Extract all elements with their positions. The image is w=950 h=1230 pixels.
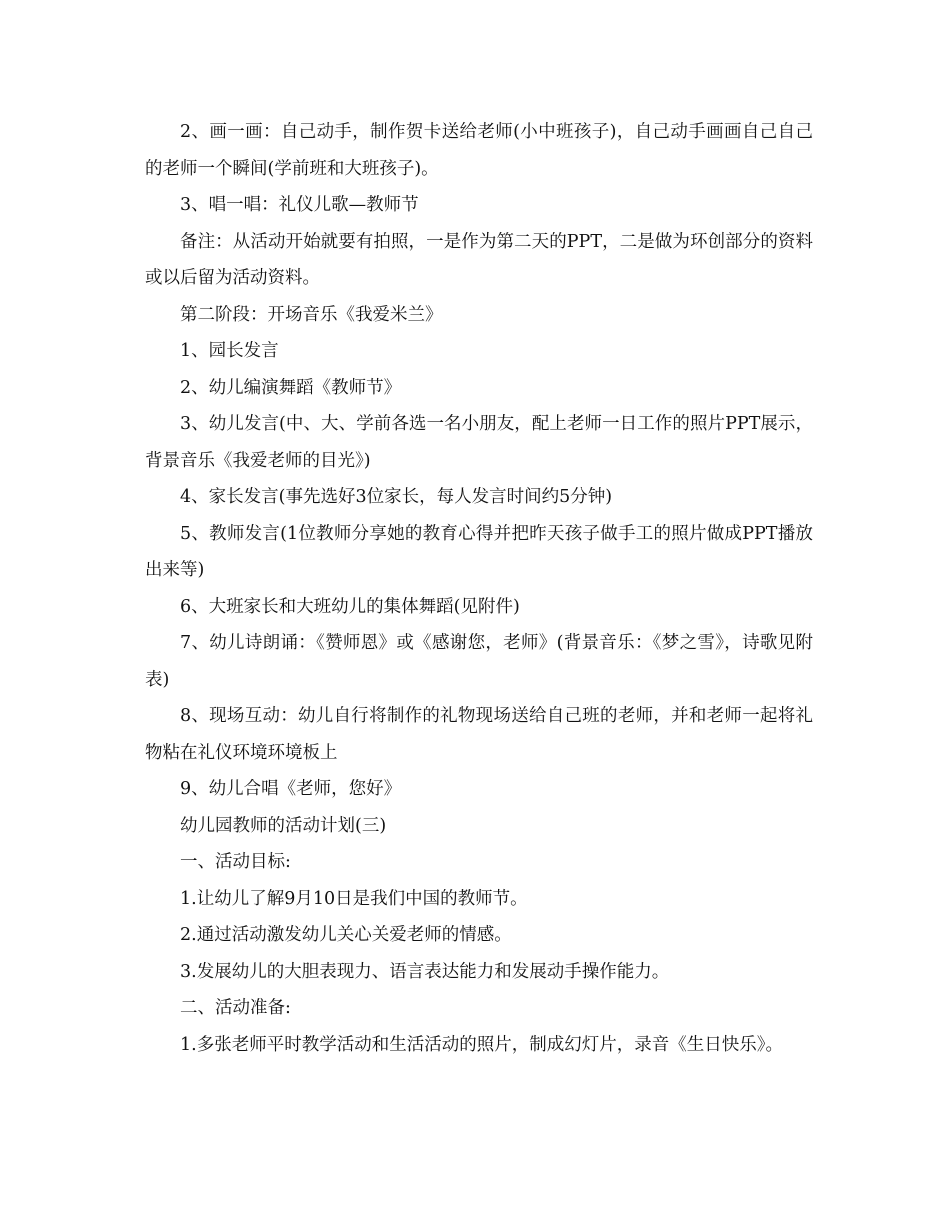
paragraph: 1.让幼儿了解9月10日是我们中国的教师节。 bbox=[180, 888, 528, 909]
paragraph: 2、幼儿编演舞蹈《教师节》 bbox=[180, 377, 402, 398]
paragraph: 6、大班家长和大班幼儿的集体舞蹈(见附件) bbox=[180, 596, 520, 617]
paragraph: 第二阶段：开场音乐《我爱米兰》 bbox=[180, 304, 443, 325]
paragraph: 1、园长发言 bbox=[180, 341, 279, 361]
paragraph: 3.发展幼儿的大胆表现力、语言表达能力和发展动手操作能力。 bbox=[180, 961, 670, 982]
paragraph: 7、幼儿诗朗诵：《赞师恩》或《感谢您，老师》(背景音乐：《梦之雪》，诗歌见附表) bbox=[145, 633, 813, 690]
section-heading: 幼儿园教师的活动计划(三) bbox=[180, 815, 387, 836]
paragraph: 5、教师发言(1位教师分享她的教育心得并把昨天孩子做手工的照片做成PPT播放出来等) bbox=[145, 523, 813, 580]
paragraph: 2.通过活动激发幼儿关心关爱老师的情感。 bbox=[180, 925, 512, 945]
paragraph: 4、家长发言(事先选好3位家长，每人发言时间约5分钟) bbox=[180, 487, 613, 507]
paragraph: 3、幼儿发言(中、大、学前各选一名小朋友，配上老师一日工作的照片PPT展示，背景音乐《我爱老师的目光》) bbox=[145, 414, 813, 471]
document-body bbox=[145, 114, 813, 1063]
paragraph: 9、幼儿合唱《老师，您好》 bbox=[180, 779, 402, 799]
paragraph: 8、现场互动：幼儿自行将制作的礼物现场送给自己班的老师，并和老师一起将礼物粘在礼仪环境环境板上 bbox=[145, 706, 813, 763]
section-heading: 一、活动目标: bbox=[180, 852, 291, 872]
paragraph: 备注：从活动开始就要有拍照，一是作为第二天的PPT，二是做为环创部分的资料或以后留为活动资料。 bbox=[145, 231, 813, 288]
paragraph: 2、画一画：自己动手，制作贺卡送给老师(小中班孩子)，自己动手画画自己自己的老师一个瞬间(学前班和大班孩子)。 bbox=[145, 122, 813, 179]
paragraph: 1.多张老师平时教学活动和生活活动的照片，制成幻灯片，录音《生日快乐》。 bbox=[180, 1034, 783, 1055]
section-heading: 二、活动准备: bbox=[180, 998, 291, 1018]
paragraph: 3、唱一唱：礼仪儿歌—教师节 bbox=[180, 195, 419, 215]
